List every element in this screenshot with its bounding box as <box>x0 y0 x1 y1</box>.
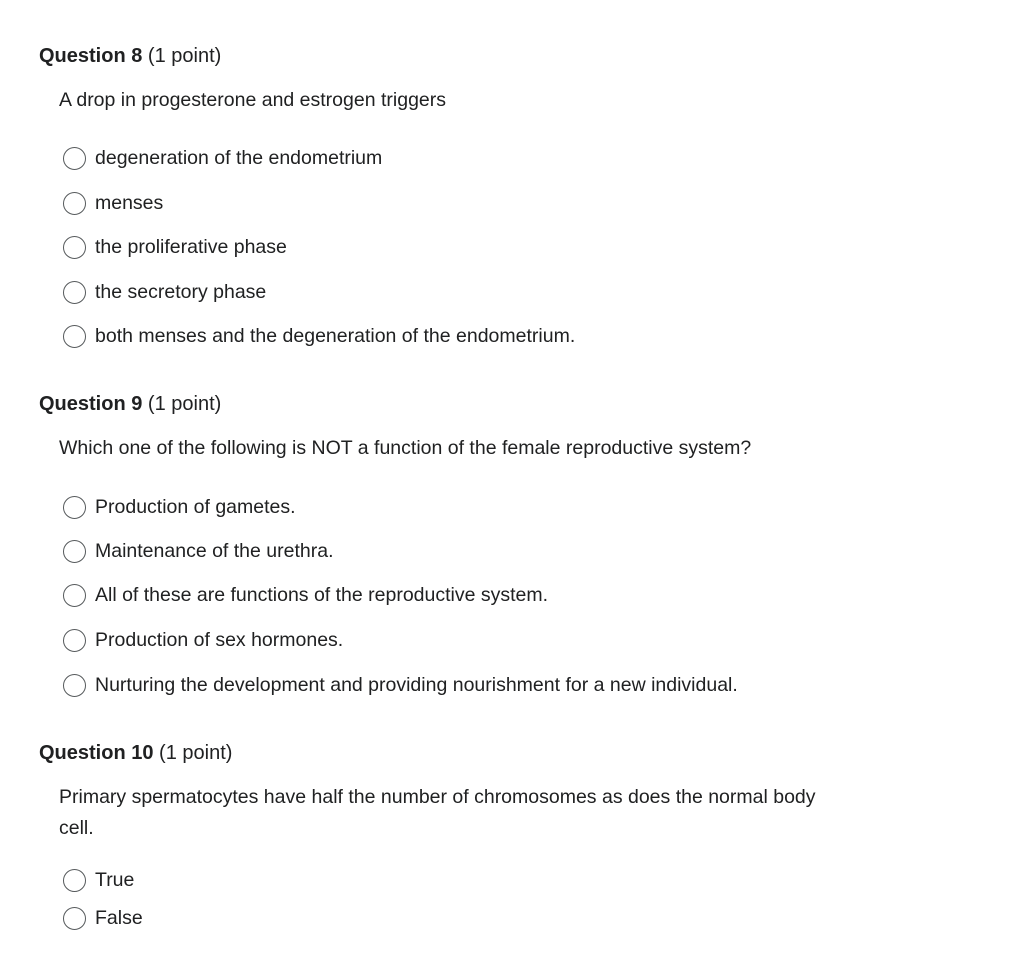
radio-button[interactable] <box>63 540 86 563</box>
answer-label: Production of sex hormones. <box>95 629 344 651</box>
question-heading <box>39 44 221 68</box>
radio-button[interactable] <box>63 236 86 259</box>
question-stem: Which one of the following is NOT a function of the female reproductive system? <box>59 437 752 459</box>
radio-button[interactable] <box>63 496 86 519</box>
question-points: (1 point) <box>147 393 222 415</box>
radio-button[interactable] <box>63 281 86 304</box>
answer-option[interactable] <box>63 582 548 608</box>
question-points: (1 point) <box>147 45 222 67</box>
answer-label: False <box>95 907 143 929</box>
answer-option[interactable] <box>63 494 296 520</box>
radio-button[interactable] <box>63 674 86 697</box>
answer-option[interactable] <box>63 905 143 931</box>
question-title: Question 9 <box>39 393 143 415</box>
answer-label: degeneration of the endometrium <box>95 147 383 169</box>
answer-option[interactable] <box>63 627 343 653</box>
answer-label: the secretory phase <box>95 281 267 303</box>
answer-option[interactable] <box>63 190 163 216</box>
answer-label: Maintenance of the urethra. <box>95 540 334 562</box>
question-title: Question 8 <box>39 45 143 67</box>
question-heading <box>39 741 232 765</box>
answer-label: Nurturing the development and providing nourishment for a new individual. <box>95 674 738 696</box>
radio-button[interactable] <box>63 907 86 930</box>
question-title: Question 10 <box>39 742 154 764</box>
answer-option[interactable] <box>63 672 738 698</box>
answer-option[interactable] <box>63 323 575 349</box>
answer-label: All of these are functions of the reproductive system. <box>95 584 549 606</box>
question-stem: A drop in progesterone and estrogen triggers <box>59 89 447 111</box>
answer-option[interactable] <box>63 234 287 260</box>
question-points: (1 point) <box>159 742 233 764</box>
question-heading <box>39 392 221 416</box>
question-stem: Primary spermatocytes have half the number of chromosomes as does the normal body cell. <box>59 786 816 839</box>
answer-option[interactable] <box>63 867 134 893</box>
radio-button[interactable] <box>63 147 86 170</box>
radio-button[interactable] <box>63 192 86 215</box>
answer-label: Production of gametes. <box>95 496 296 518</box>
answer-label: both menses and the degeneration of the endometrium. <box>95 325 576 347</box>
answer-option[interactable] <box>63 279 266 305</box>
radio-button[interactable] <box>63 629 86 652</box>
radio-button[interactable] <box>63 584 86 607</box>
answer-option[interactable] <box>63 538 334 564</box>
answer-label: the proliferative phase <box>95 236 287 258</box>
answer-label: menses <box>95 192 164 214</box>
radio-button[interactable] <box>63 869 86 892</box>
answer-option[interactable] <box>63 145 382 171</box>
answer-label: True <box>95 869 135 891</box>
radio-button[interactable] <box>63 325 86 348</box>
